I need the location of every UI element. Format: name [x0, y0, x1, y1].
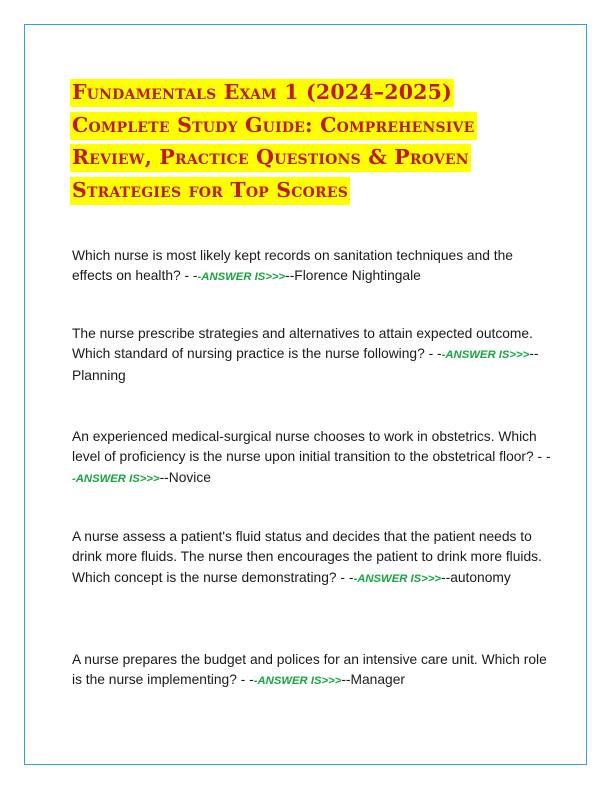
document-title — [70, 76, 540, 206]
question-block — [72, 527, 552, 589]
question-text: A nurse prepares the budget and polices for an intensive care unit. Which role is the nurse implementing? - - — [72, 652, 547, 688]
question-text: The nurse prescribe strategies and alternatives to attain expected outcome. Which standard of nursing practice is the nurse following? - - — [72, 326, 533, 362]
answer-tag: -ANSWER IS>>> — [441, 349, 530, 362]
answer-text: --Florence Nightingale — [285, 268, 421, 284]
document-title-text: Fundamentals Exam 1 (2024–2025) Complete Study Guide: Comprehensive Review, Practice Questions & Proven Strategies for Top Scores — [70, 79, 477, 205]
answer-tag: -ANSWER IS>>> — [197, 271, 286, 284]
answer-tag: -ANSWER IS>>> — [72, 472, 160, 485]
answer-text: --Novice — [159, 469, 211, 485]
answer-text: --autonomy — [441, 569, 511, 585]
question-block — [72, 324, 552, 386]
question-text: An experienced medical-surgical nurse chooses to work in obstetrics. Which level of proficiency is the nurse upon initial transition to the obstetrical floor? - - — [72, 429, 551, 465]
question-block — [72, 427, 552, 489]
answer-tag: -ANSWER IS>>> — [253, 675, 342, 688]
question-text: Which nurse is most likely kept records on sanitation techniques and the effects on health? - - — [72, 248, 513, 284]
question-text: A nurse assess a patient's fluid status and decides that the patient needs to drink more fluids. The nurse then encourages the patient to drink more fluids. Which concept is the nurse demonstrating? - - — [72, 529, 542, 585]
answer-text: --Planning — [72, 346, 539, 383]
question-block — [72, 246, 552, 288]
question-block — [72, 650, 552, 692]
answer-text: --Manager — [341, 672, 405, 688]
answer-tag: -ANSWER IS>>> — [353, 572, 442, 585]
